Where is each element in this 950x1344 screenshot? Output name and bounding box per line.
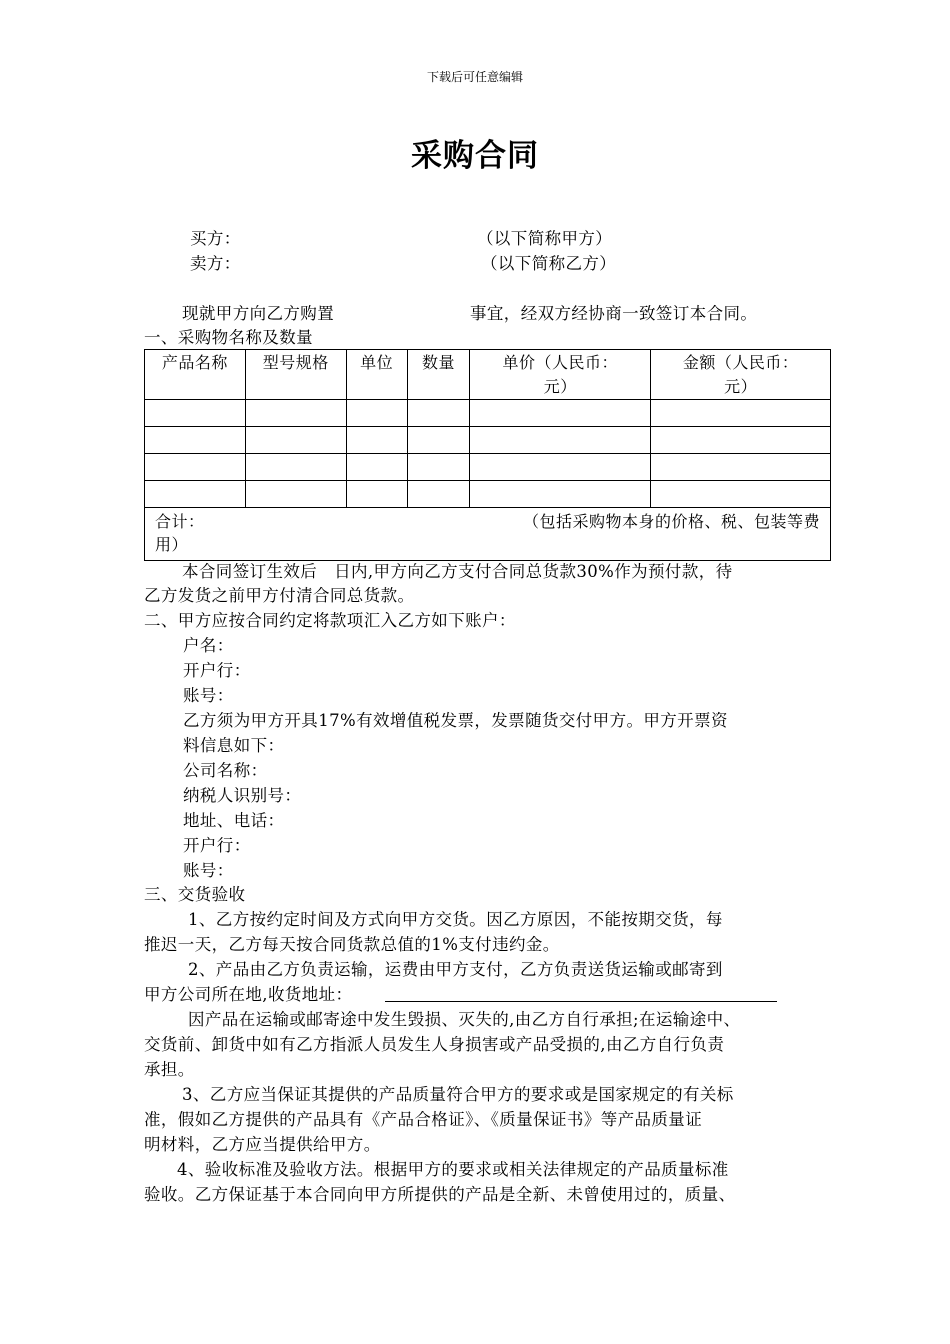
total-note: （包括采购物本身的价格、税、包装等费 xyxy=(522,512,820,531)
section2-heading: 二、甲方应按合同约定将款项汇入乙方如下账户： xyxy=(144,611,516,630)
table-cell[interactable] xyxy=(346,400,407,427)
table-cell[interactable] xyxy=(145,400,246,427)
clause3-line2: 准，假如乙方提供的产品具有《产品合格证》、《质量保证书》等产品质量证 xyxy=(144,1110,703,1129)
table-row xyxy=(145,427,831,454)
clause1-line1: 1、乙方按约定时间及方式向甲方交货。因乙方原因，不能按期交货，每 xyxy=(188,910,723,929)
table-row xyxy=(145,454,831,481)
table-cell[interactable] xyxy=(651,481,831,508)
table-cell[interactable] xyxy=(407,454,470,481)
table-cell[interactable] xyxy=(651,454,831,481)
table-header-row xyxy=(145,350,831,400)
header-product-name: 产品名称 xyxy=(145,350,246,400)
tax-id-label: 纳税人识别号： xyxy=(183,786,302,805)
delivery-address-blank[interactable] xyxy=(385,1001,777,1002)
total-note-cont: 用） xyxy=(155,535,189,554)
clause2-line3: 因产品在运输或邮寄途中发生毁损、灭失的,由乙方自行承担;在运输途中、 xyxy=(188,1010,741,1029)
clause2-line4: 交货前、卸货中如有乙方指派人员发生人身损害或产品受损的,由乙方自行负责 xyxy=(144,1035,725,1054)
header-unit: 单位 xyxy=(346,350,407,400)
seller-note: （以下简称乙方） xyxy=(481,254,617,273)
header-quantity: 数量 xyxy=(407,350,470,400)
clause4-line1: 4、验收标准及验收方法。根据甲方的要求或相关法律规定的产品质量标准 xyxy=(177,1160,729,1179)
clause2-line2: 甲方公司所在地,收货地址： xyxy=(144,985,353,1004)
clause3-line3: 明材料，乙方应当提供给甲方。 xyxy=(144,1135,381,1154)
table-cell[interactable] xyxy=(470,400,651,427)
bank-label: 开户行： xyxy=(183,661,251,680)
table-cell[interactable] xyxy=(407,400,470,427)
total-label: 合计： xyxy=(155,512,205,531)
seller-label: 卖方： xyxy=(190,254,241,273)
table-cell[interactable] xyxy=(346,454,407,481)
clause2-line1: 2、产品由乙方负责运输，运费由甲方支付，乙方负责送货运输或邮寄到 xyxy=(188,960,723,979)
table-cell[interactable] xyxy=(470,481,651,508)
table-row xyxy=(145,400,831,427)
section1-heading: 一、采购物名称及数量 xyxy=(144,328,313,347)
table-cell[interactable] xyxy=(407,481,470,508)
table-cell[interactable] xyxy=(145,454,246,481)
clause4-line2: 验收。乙方保证基于本合同向甲方所提供的产品是全新、未曾使用过的，质量、 xyxy=(144,1185,736,1204)
header-unit-price: 单价（人民币：元） xyxy=(470,350,651,400)
account-name-label: 户名： xyxy=(183,636,234,655)
total-cell xyxy=(145,508,831,561)
table-cell[interactable] xyxy=(651,400,831,427)
table-cell[interactable] xyxy=(407,427,470,454)
account-no2-label: 账号： xyxy=(183,861,234,880)
company-name-label: 公司名称： xyxy=(183,761,268,780)
clause1-line2: 推迟一天，乙方每天按合同货款总值的1%支付违约金。 xyxy=(144,935,560,954)
clause3-line1: 3、乙方应当保证其提供的产品质量符合甲方的要求或是国家规定的有关标 xyxy=(182,1085,734,1104)
bank2-label: 开户行： xyxy=(183,836,251,855)
section3-heading: 三、交货验收 xyxy=(144,885,246,904)
purchase-items-table xyxy=(144,349,831,561)
buyer-label: 买方： xyxy=(190,229,241,248)
table-cell[interactable] xyxy=(470,427,651,454)
table-cell[interactable] xyxy=(470,454,651,481)
table-cell[interactable] xyxy=(145,427,246,454)
buyer-note: （以下简称甲方） xyxy=(477,229,613,248)
intro-part1: 现就甲方向乙方购置 xyxy=(182,304,335,323)
table-cell[interactable] xyxy=(245,427,346,454)
account-no-label: 账号： xyxy=(183,686,234,705)
payment-line1: 本合同签订生效后 日内,甲方向乙方支付合同总货款30%作为预付款，待 xyxy=(182,562,733,581)
table-cell[interactable] xyxy=(346,427,407,454)
invoice-line1: 乙方须为甲方开具17%有效增值税发票，发票随货交付甲方。甲方开票资 xyxy=(183,711,728,730)
header-amount: 金额（人民币：元） xyxy=(651,350,831,400)
invoice-line2: 料信息如下： xyxy=(183,736,285,755)
table-cell[interactable] xyxy=(245,481,346,508)
table-cell[interactable] xyxy=(651,427,831,454)
intro-part2: 事宜，经双方经协商一致签订本合同。 xyxy=(470,304,758,323)
table-row xyxy=(145,481,831,508)
table-cell[interactable] xyxy=(245,454,346,481)
table-cell[interactable] xyxy=(346,481,407,508)
header-note: 下载后可任意编辑 xyxy=(426,70,523,84)
table-total-row xyxy=(145,508,831,561)
table-cell[interactable] xyxy=(245,400,346,427)
address-phone-label: 地址、电话： xyxy=(183,811,285,830)
document-title: 采购合同 xyxy=(411,138,539,174)
clause2-line5: 承担。 xyxy=(144,1060,195,1079)
table-cell[interactable] xyxy=(145,481,246,508)
payment-line2: 乙方发货之前甲方付清合同总货款。 xyxy=(144,586,415,605)
header-model-spec: 型号规格 xyxy=(245,350,346,400)
